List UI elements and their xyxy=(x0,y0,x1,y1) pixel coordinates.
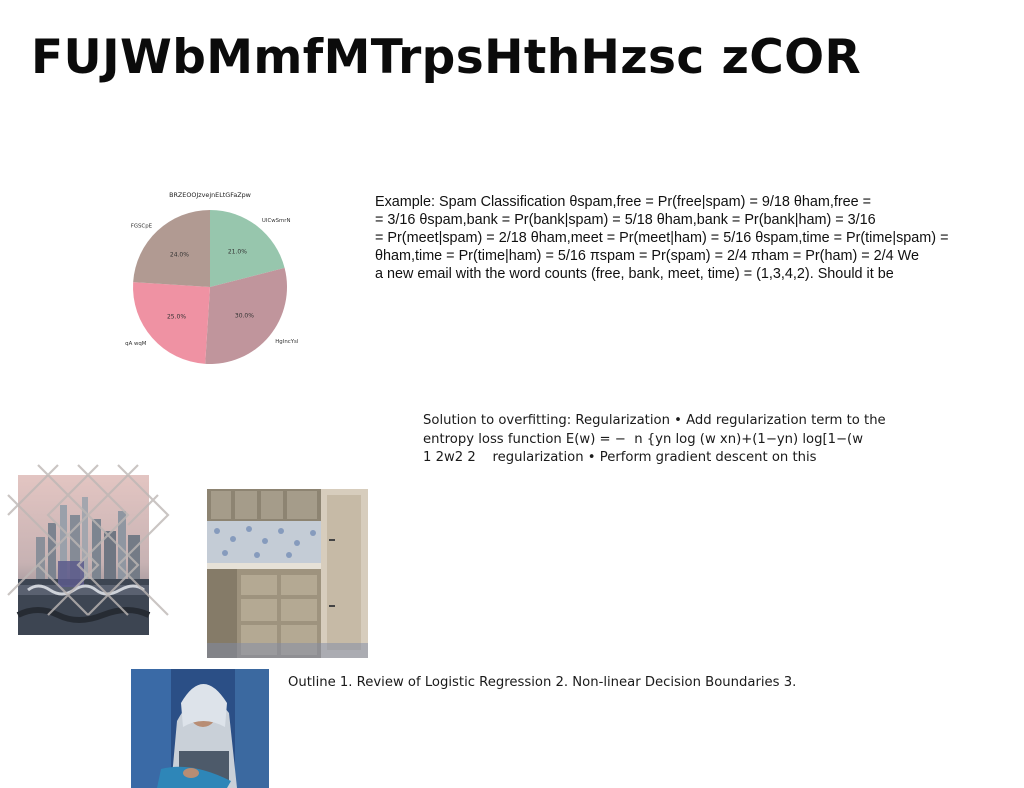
woman-portrait-photo xyxy=(131,669,269,788)
city-fence-photo xyxy=(18,475,149,635)
pie-pct-label: 25.0% xyxy=(166,313,187,321)
example-line: a new email with the word counts (free, bank, meet, time) = (1,3,4,2). Should it be xyxy=(375,266,894,282)
outline-text: Outline 1. Review of Logistic Regression 2. Non-linear Decision Boundaries 3. xyxy=(288,675,797,690)
spam-classification-example xyxy=(375,193,1015,283)
example-line: = Pr(meet|spam) = 2/18 θham,meet = Pr(meet|ham) = 5/16 θspam,time = Pr(time|spam) = xyxy=(375,230,949,246)
example-line: = 3/16 θspam,bank = Pr(bank|spam) = 5/18 θham,bank = Pr(bank|ham) = 3/16 xyxy=(375,212,876,228)
pie-chart xyxy=(125,186,299,358)
solution-line: 1 2￼￼w￼2 2 ￼ ￼￼ ￼ regularization • Perform gradient descent on this xyxy=(423,450,817,465)
pie-category-label: FGSCpE xyxy=(130,223,153,230)
pie-slice-qa-wqm xyxy=(133,282,210,364)
solution-line: Solution to overfitting: Regularization • Add regularization term to the xyxy=(423,413,886,428)
pie-category-label: HgIncYsl xyxy=(275,338,299,345)
regularization-solution xyxy=(423,412,943,468)
pie-category-label: qA wqM xyxy=(125,341,147,348)
pie-slice-fgscpe xyxy=(130,210,210,287)
solution-line: entropy loss function E(w) = − ￼ n {yn log ￼(w ￼xn)+(1−yn) log[1−￼(w xyxy=(423,431,863,447)
pie-pct-label: 30.0% xyxy=(234,312,254,320)
example-line: Example: Spam Classification θspam,free = Pr(free|spam) = 9/18 θham,free = xyxy=(375,194,872,210)
kitchen-photo xyxy=(207,489,368,658)
pie-pct-label: 21.0% xyxy=(227,248,247,256)
slide-title: FUJWbMmfMTrpsHthHzsc zCOR xyxy=(31,30,862,85)
pie-category-label: UICwSmrN xyxy=(261,218,291,225)
example-line: θham,time = Pr(time|ham) = 5/16 πspam = Pr(spam) = 2/4 πham = Pr(ham) = 2/4 We xyxy=(375,248,919,264)
chart-title: BRZEOOJzvejnELtGFaZpw xyxy=(169,191,251,199)
pie-pct-label: 24.0% xyxy=(169,251,189,259)
